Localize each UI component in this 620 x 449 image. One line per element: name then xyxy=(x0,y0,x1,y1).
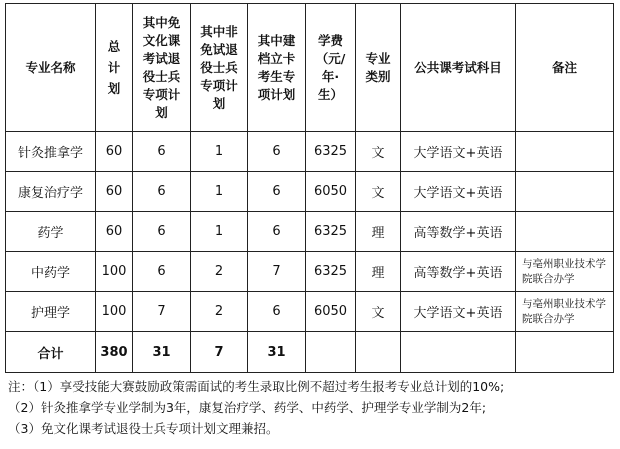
total-row xyxy=(6,332,614,373)
notes-section xyxy=(8,376,613,439)
header-exempt-culture: 其中免文化课考试退役士兵专项计划 xyxy=(133,4,191,132)
cell-poverty: 6 xyxy=(248,172,306,212)
cell-subjects: 高等数学+英语 xyxy=(401,252,516,292)
cell-major: 药学 xyxy=(6,212,96,252)
cell-subjects: 大学语文+英语 xyxy=(401,172,516,212)
cell-remark xyxy=(516,212,614,252)
header-poverty: 其中建档立卡考生专项计划 xyxy=(248,4,306,132)
cell-major: 中药学 xyxy=(6,252,96,292)
cell-nonexempt: 2 xyxy=(191,292,248,332)
header-major: 专业名称 xyxy=(6,4,96,132)
header-total: 总计划 xyxy=(96,4,133,132)
header-remark: 备注 xyxy=(516,4,614,132)
cell-remark: 与亳州职业技术学院联合办学 xyxy=(516,252,614,292)
cell-remark: 与亳州职业技术学院联合办学 xyxy=(516,292,614,332)
cell-tuition: 6050 xyxy=(306,292,356,332)
total-exempt: 31 xyxy=(133,332,191,373)
cell-subjects: 大学语文+英语 xyxy=(401,132,516,172)
cell-nonexempt: 1 xyxy=(191,212,248,252)
cell-exempt: 6 xyxy=(133,252,191,292)
cell-nonexempt: 1 xyxy=(191,132,248,172)
cell-total: 100 xyxy=(96,292,133,332)
cell-total: 100 xyxy=(96,252,133,292)
table-row xyxy=(6,252,614,292)
cell-major: 护理学 xyxy=(6,292,96,332)
cell-category: 文 xyxy=(356,172,401,212)
note-line-3: （3）免文化课考试退役士兵专项计划文理兼招。 xyxy=(8,421,279,436)
cell-category: 文 xyxy=(356,292,401,332)
total-subjects-empty xyxy=(401,332,516,373)
header-row xyxy=(6,4,614,132)
total-sum: 380 xyxy=(96,332,133,373)
total-remark-empty xyxy=(516,332,614,373)
cell-category: 理 xyxy=(356,252,401,292)
total-nonexempt: 7 xyxy=(191,332,248,373)
cell-exempt: 6 xyxy=(133,212,191,252)
cell-total: 60 xyxy=(96,132,133,172)
cell-total: 60 xyxy=(96,212,133,252)
cell-tuition: 6050 xyxy=(306,172,356,212)
cell-nonexempt: 2 xyxy=(191,252,248,292)
table-row xyxy=(6,292,614,332)
total-label: 合计 xyxy=(6,332,96,373)
header-category: 专业类别 xyxy=(356,4,401,132)
cell-exempt: 6 xyxy=(133,132,191,172)
cell-poverty: 6 xyxy=(248,132,306,172)
cell-poverty: 7 xyxy=(248,252,306,292)
cell-major: 针灸推拿学 xyxy=(6,132,96,172)
cell-poverty: 6 xyxy=(248,212,306,252)
cell-nonexempt: 1 xyxy=(191,172,248,212)
cell-subjects: 高等数学+英语 xyxy=(401,212,516,252)
cell-exempt: 6 xyxy=(133,172,191,212)
cell-tuition: 6325 xyxy=(306,212,356,252)
cell-total: 60 xyxy=(96,172,133,212)
header-tuition: 学费（元/年·生） xyxy=(306,4,356,132)
table-row xyxy=(6,172,614,212)
table-row xyxy=(6,132,614,172)
note-line-1: 注：（1）享受技能大赛鼓励政策需面试的考生录取比例不超过考生报考专业总计划的10%; xyxy=(8,379,505,394)
enrollment-plan-table xyxy=(5,3,614,373)
cell-poverty: 6 xyxy=(248,292,306,332)
cell-major: 康复治疗学 xyxy=(6,172,96,212)
note-line-2: （2）针灸推拿学专业学制为3年，康复治疗学、药学、中药学、护理学专业学制为2年; xyxy=(8,400,487,415)
header-subjects: 公共课考试科目 xyxy=(401,4,516,132)
total-poverty: 31 xyxy=(248,332,306,373)
cell-category: 理 xyxy=(356,212,401,252)
total-tuition-empty xyxy=(306,332,356,373)
cell-category: 文 xyxy=(356,132,401,172)
total-category-empty xyxy=(356,332,401,373)
cell-tuition: 6325 xyxy=(306,132,356,172)
table-row xyxy=(6,212,614,252)
header-non-exempt: 其中非免试退役士兵专项计划 xyxy=(191,4,248,132)
cell-tuition: 6325 xyxy=(306,252,356,292)
cell-remark xyxy=(516,132,614,172)
cell-remark xyxy=(516,172,614,212)
cell-exempt: 7 xyxy=(133,292,191,332)
cell-subjects: 大学语文+英语 xyxy=(401,292,516,332)
